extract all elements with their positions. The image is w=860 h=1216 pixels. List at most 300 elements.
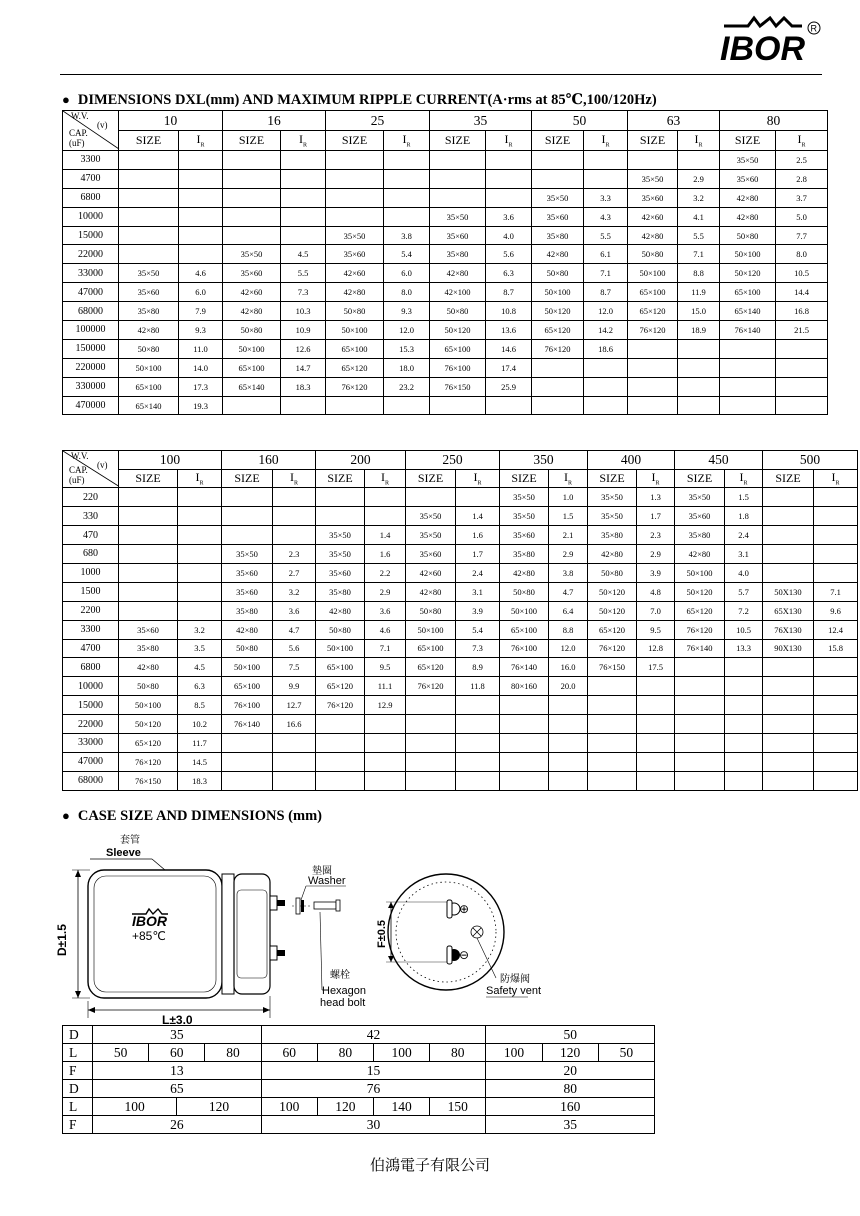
ripple-cell: 6.3: [178, 677, 222, 696]
size-cell: [326, 169, 384, 188]
body-logo: IBOR: [132, 913, 167, 929]
ripple-cell: [776, 377, 828, 396]
ripple-cell: 15.0: [678, 302, 720, 321]
ripple-cell: [725, 733, 763, 752]
ripple-cell: 8.7: [486, 283, 532, 302]
ir-symbol: I: [298, 132, 303, 147]
size-header: SIZE: [430, 131, 486, 151]
ripple-cell: 2.3: [637, 526, 675, 545]
dimension-label: L: [63, 1098, 93, 1116]
wv-label: W.V.: [71, 111, 89, 121]
size-cell: 35×80: [675, 526, 725, 545]
size-cell: [223, 396, 281, 415]
ripple-cell: 12.6: [281, 339, 326, 358]
ripple-cell: 8.7: [584, 283, 628, 302]
size-cell: 35×80: [222, 601, 273, 620]
ripple-cell: 1.6: [456, 526, 500, 545]
dimension-cell: 60: [261, 1044, 317, 1062]
size-cell: 42×80: [588, 545, 637, 564]
size-cell: [222, 526, 273, 545]
ripple-cell: 5.4: [456, 620, 500, 639]
ripple-cell: 18.9: [678, 321, 720, 340]
ripple-cell: [456, 488, 500, 507]
ripple-cell: [179, 207, 223, 226]
size-cell: 76×120: [532, 339, 584, 358]
ripple-cell: 8.8: [549, 620, 588, 639]
ripple-current-header: [725, 469, 763, 488]
size-cell: 76×100: [222, 696, 273, 715]
size-cell: 35×80: [119, 639, 178, 658]
dimension-label: D: [63, 1026, 93, 1044]
ripple-cell: [365, 715, 406, 734]
size-cell: 35×60: [222, 563, 273, 582]
capacitance-cell: 6800: [63, 658, 119, 677]
ripple-cell: 3.3: [584, 188, 628, 207]
size-cell: [763, 563, 814, 582]
size-cell: 50×120: [720, 264, 776, 283]
ripple-cell: 7.9: [179, 302, 223, 321]
ripple-cell: [456, 752, 500, 771]
size-cell: [500, 696, 549, 715]
size-cell: [222, 733, 273, 752]
size-cell: [223, 226, 281, 245]
dimension-cell: 76: [261, 1080, 486, 1098]
dimension-cell: 13: [93, 1062, 262, 1080]
size-cell: [119, 582, 178, 601]
size-cell: [406, 488, 456, 507]
ripple-cell: 10.2: [178, 715, 222, 734]
size-cell: 50×100: [119, 696, 178, 715]
ripple-cell: 1.0: [549, 488, 588, 507]
size-cell: 35×50: [119, 264, 179, 283]
pitch-row: [63, 1062, 655, 1080]
ripple-cell: 9.5: [637, 620, 675, 639]
v-unit-label: (v): [97, 120, 108, 130]
ripple-cell: 12.8: [637, 639, 675, 658]
uf-unit-label: (uF): [69, 475, 85, 486]
size-cell: 50X130: [763, 582, 814, 601]
size-cell: 42×80: [326, 283, 384, 302]
dimension-cell: 50: [486, 1026, 655, 1044]
ir-subscript: R: [406, 142, 411, 149]
bolt-part: [314, 902, 336, 909]
size-header: SIZE: [119, 469, 178, 488]
ir-symbol: I: [694, 132, 699, 147]
size-cell: [222, 507, 273, 526]
ir-subscript: R: [743, 480, 748, 487]
size-cell: 35×60: [430, 226, 486, 245]
size-cell: [500, 733, 549, 752]
ripple-cell: 7.1: [365, 639, 406, 658]
size-cell: [675, 733, 725, 752]
size-header: SIZE: [222, 469, 273, 488]
ripple-cell: 1.3: [637, 488, 675, 507]
size-cell: 76×120: [316, 696, 365, 715]
table-row: [63, 620, 858, 639]
svg-text:R: R: [810, 23, 817, 34]
ripple-cell: 2.9: [365, 582, 406, 601]
ripple-cell: 3.6: [365, 601, 406, 620]
size-cell: 35×60: [326, 245, 384, 264]
ripple-cell: 5.5: [678, 226, 720, 245]
ir-symbol: I: [651, 470, 656, 485]
ripple-cell: 7.3: [456, 639, 500, 658]
size-cell: 35×60: [720, 169, 776, 188]
dimension-cell: 120: [177, 1098, 261, 1116]
ripple-cell: 3.7: [776, 188, 828, 207]
ripple-cell: 21.5: [776, 321, 828, 340]
dimension-cell: 100: [93, 1098, 177, 1116]
size-cell: [588, 715, 637, 734]
size-cell: [223, 151, 281, 170]
size-cell: 50×80: [720, 226, 776, 245]
size-cell: 35×50: [588, 507, 637, 526]
ripple-cell: [273, 733, 316, 752]
ripple-cell: 11.1: [365, 677, 406, 696]
size-cell: [430, 188, 486, 207]
size-cell: [222, 488, 273, 507]
ripple-cell: [178, 545, 222, 564]
size-cell: 65×120: [675, 601, 725, 620]
size-cell: 35×80: [532, 226, 584, 245]
ripple-cell: 5.4: [384, 245, 430, 264]
ripple-cell: [725, 658, 763, 677]
size-cell: 50×100: [223, 339, 281, 358]
ripple-cell: 1.6: [365, 545, 406, 564]
size-cell: 42×60: [326, 264, 384, 283]
ripple-cell: [486, 151, 532, 170]
size-cell: 42×80: [675, 545, 725, 564]
ripple-cell: [384, 207, 430, 226]
ripple-cell: 17.4: [486, 358, 532, 377]
ripple-cell: [725, 752, 763, 771]
ripple-cell: 4.3: [584, 207, 628, 226]
size-cell: [763, 752, 814, 771]
ripple-cell: 4.8: [637, 582, 675, 601]
size-cell: 50×100: [406, 620, 456, 639]
ripple-cell: 3.1: [456, 582, 500, 601]
ripple-cell: 13.3: [725, 639, 763, 658]
ripple-cell: 2.4: [456, 563, 500, 582]
size-cell: 35×50: [406, 526, 456, 545]
size-cell: 65×120: [326, 358, 384, 377]
capacitance-cell: 470000: [63, 396, 119, 415]
diameter-row: [63, 1080, 655, 1098]
ripple-cell: 8.9: [456, 658, 500, 677]
size-cell: 65×120: [119, 733, 178, 752]
size-cell: 35×60: [500, 526, 549, 545]
size-cell: 50×100: [628, 264, 678, 283]
ripple-cell: [637, 677, 675, 696]
dimension-cell: 100: [261, 1098, 317, 1116]
ripple-cell: 15.8: [814, 639, 858, 658]
size-cell: [628, 151, 678, 170]
ripple-current-header: [637, 469, 675, 488]
ripple-cell: 17.5: [637, 658, 675, 677]
ripple-cell: 4.6: [365, 620, 406, 639]
ir-subscript: R: [605, 142, 610, 149]
bolt-label-line1: Hexagon: [322, 985, 367, 997]
size-cell: 35×60: [223, 264, 281, 283]
ripple-cell: 23.2: [384, 377, 430, 396]
size-cell: 50×80: [223, 321, 281, 340]
dimension-label: F: [63, 1062, 93, 1080]
capacitance-cell: 15000: [63, 226, 119, 245]
table-row: [63, 302, 828, 321]
ripple-cell: 25.9: [486, 377, 532, 396]
ripple-cell: 18.3: [178, 771, 222, 790]
ripple-cell: [179, 169, 223, 188]
table-row: [63, 264, 828, 283]
dimension-cell: 35: [486, 1116, 655, 1134]
ripple-cell: [549, 752, 588, 771]
size-cell: 50×100: [326, 321, 384, 340]
size-cell: 42×80: [222, 620, 273, 639]
ripple-cell: 16.6: [273, 715, 316, 734]
capacitance-cell: 22000: [63, 715, 119, 734]
ripple-cell: 18.0: [384, 358, 430, 377]
ir-subscript: R: [302, 142, 307, 149]
dimension-cell: 80: [205, 1044, 261, 1062]
size-cell: 42×80: [500, 563, 549, 582]
ripple-cell: 9.3: [179, 321, 223, 340]
ripple-cell: 2.3: [273, 545, 316, 564]
size-cell: [763, 507, 814, 526]
washer-part: [296, 898, 300, 914]
size-cell: [316, 771, 365, 790]
capacitance-cell: 10000: [63, 677, 119, 696]
ripple-cell: 12.7: [273, 696, 316, 715]
size-cell: 65×100: [326, 339, 384, 358]
voltage-header: 250: [406, 451, 500, 470]
size-cell: 76×140: [500, 658, 549, 677]
ripple-current-header: [584, 131, 628, 151]
capacitance-cell: 6800: [63, 188, 119, 207]
size-cell: 42×80: [119, 658, 178, 677]
ripple-cell: 1.7: [637, 507, 675, 526]
dimension-cell: 30: [261, 1116, 486, 1134]
ripple-cell: [814, 563, 858, 582]
capacitance-cell: 1000: [63, 563, 119, 582]
ir-symbol: I: [196, 132, 201, 147]
voltage-header: 50: [532, 111, 628, 131]
size-cell: [119, 488, 178, 507]
ripple-cell: [273, 488, 316, 507]
size-cell: 76×120: [675, 620, 725, 639]
size-cell: 35×60: [222, 582, 273, 601]
ripple-cell: 11.8: [456, 677, 500, 696]
ripple-cell: 3.8: [549, 563, 588, 582]
ripple-cell: [584, 169, 628, 188]
size-cell: 50×80: [119, 677, 178, 696]
voltage-header: 200: [316, 451, 406, 470]
size-cell: 42×80: [720, 207, 776, 226]
voltage-header: 35: [430, 111, 532, 131]
ripple-current-header: [384, 131, 430, 151]
ripple-cell: 6.4: [549, 601, 588, 620]
ripple-cell: [365, 488, 406, 507]
size-cell: 35×80: [316, 582, 365, 601]
ir-subscript: R: [384, 480, 389, 487]
table-row: [63, 169, 828, 188]
size-cell: [763, 715, 814, 734]
size-cell: 50×80: [532, 264, 584, 283]
ripple-cell: 1.4: [365, 526, 406, 545]
size-cell: [326, 396, 384, 415]
size-cell: [720, 339, 776, 358]
ripple-cell: [637, 771, 675, 790]
size-cell: 65X130: [763, 601, 814, 620]
ripple-current-header: [776, 131, 828, 151]
ripple-cell: [281, 396, 326, 415]
size-cell: 50×120: [675, 582, 725, 601]
table-row: [63, 639, 858, 658]
ripple-cell: [178, 488, 222, 507]
ir-subscript: R: [698, 142, 703, 149]
ripple-cell: 20.0: [549, 677, 588, 696]
washer-cn-label: 墊圈: [312, 866, 332, 877]
ripple-cell: 13.6: [486, 321, 532, 340]
voltage-header: 160: [222, 451, 316, 470]
ripple-cell: [281, 207, 326, 226]
ir-symbol: I: [380, 470, 385, 485]
table-row: [63, 377, 828, 396]
section-dimensions-heading: ● DIMENSIONS DXL(mm) AND MAXIMUM RIPPLE CURRENT(A·rms at 85℃,100/120Hz): [62, 92, 657, 108]
size-cell: 35×60: [406, 545, 456, 564]
size-cell: [588, 771, 637, 790]
size-cell: 50×80: [588, 563, 637, 582]
size-cell: 35×50: [588, 488, 637, 507]
size-cell: 65×140: [223, 377, 281, 396]
ripple-cell: 6.0: [384, 264, 430, 283]
ripple-cell: 2.5: [776, 151, 828, 170]
size-cell: 65×100: [223, 358, 281, 377]
ripple-cell: 14.2: [584, 321, 628, 340]
size-cell: [223, 169, 281, 188]
ripple-cell: 7.5: [273, 658, 316, 677]
ripple-cell: 9.3: [384, 302, 430, 321]
positive-terminal-icon: ⊕: [459, 902, 470, 916]
ir-subscript: R: [293, 480, 298, 487]
table-row: [63, 207, 828, 226]
size-cell: 42×80: [223, 302, 281, 321]
ripple-cell: 10.5: [776, 264, 828, 283]
negative-terminal-icon: ⊖: [459, 948, 470, 962]
ir-subscript: R: [508, 142, 513, 149]
capacitance-cell: 4700: [63, 169, 119, 188]
ripple-cell: 4.0: [486, 226, 532, 245]
ripple-cell: [814, 507, 858, 526]
size-cell: 35×50: [222, 545, 273, 564]
ir-subscript: R: [835, 480, 840, 487]
size-cell: 76×150: [119, 771, 178, 790]
size-cell: 42×80: [532, 245, 584, 264]
ripple-cell: [814, 545, 858, 564]
ripple-cell: [384, 151, 430, 170]
ripple-cell: 7.3: [281, 283, 326, 302]
size-cell: 65×140: [720, 302, 776, 321]
size-cell: [500, 715, 549, 734]
ripple-cell: [814, 488, 858, 507]
ripple-cell: [725, 677, 763, 696]
ripple-cell: 2.8: [776, 169, 828, 188]
dimension-cell: 100: [374, 1044, 430, 1062]
ripple-cell: 11.9: [678, 283, 720, 302]
dimension-cell: 35: [93, 1026, 262, 1044]
ripple-cell: 3.8: [384, 226, 430, 245]
size-header: SIZE: [628, 131, 678, 151]
size-cell: 76×150: [430, 377, 486, 396]
capacitance-cell: 330000: [63, 377, 119, 396]
cap-label: CAP.: [69, 465, 88, 476]
size-cell: [532, 396, 584, 415]
size-cell: 35×60: [316, 563, 365, 582]
size-cell: 35×60: [119, 283, 179, 302]
ir-symbol: I: [195, 470, 200, 485]
size-cell: 50×100: [222, 658, 273, 677]
capacitance-cell: 220000: [63, 358, 119, 377]
table-row: [63, 601, 858, 620]
size-header: SIZE: [500, 469, 549, 488]
voltage-header: 80: [720, 111, 828, 131]
ripple-cell: 10.9: [281, 321, 326, 340]
capacitance-cell: 47000: [63, 283, 119, 302]
size-cell: [675, 677, 725, 696]
ir-symbol: I: [831, 470, 836, 485]
ir-symbol: I: [797, 132, 802, 147]
ripple-current-header: [814, 469, 858, 488]
dimension-cell: 60: [149, 1044, 205, 1062]
size-header: SIZE: [119, 131, 179, 151]
size-cell: 35×50: [316, 526, 365, 545]
bolt-cn-label: 螺栓: [330, 970, 350, 981]
ripple-cell: 18.3: [281, 377, 326, 396]
size-cell: 50×120: [532, 302, 584, 321]
capacitance-cell: 3300: [63, 151, 119, 170]
size-cell: 65×120: [316, 677, 365, 696]
dimension-cell: 42: [261, 1026, 486, 1044]
size-cell: [763, 677, 814, 696]
size-cell: 42×60: [628, 207, 678, 226]
cap-label: CAP.: [69, 128, 88, 138]
ripple-cell: [776, 358, 828, 377]
size-cell: 35×50: [316, 545, 365, 564]
size-cell: 35×60: [532, 207, 584, 226]
size-cell: 35×80: [119, 302, 179, 321]
ripple-cell: [584, 377, 628, 396]
bullet-icon: ●: [62, 808, 70, 823]
section-case-heading: ● CASE SIZE AND DIMENSIONS (mm): [62, 808, 322, 824]
ripple-cell: 3.9: [456, 601, 500, 620]
bullet-icon: ●: [62, 92, 70, 107]
dimension-cell: 100: [486, 1044, 542, 1062]
size-cell: [763, 771, 814, 790]
ripple-cell: 5.5: [584, 226, 628, 245]
capacitance-cell: 2200: [63, 601, 119, 620]
table-row: [63, 658, 858, 677]
ripple-cell: [776, 339, 828, 358]
size-cell: [532, 358, 584, 377]
dimension-cell: 50: [598, 1044, 654, 1062]
ripple-cell: [814, 771, 858, 790]
ripple-cell: 3.6: [273, 601, 316, 620]
ripple-cell: [549, 733, 588, 752]
case-dimensions-table: [62, 1025, 655, 1134]
size-cell: 76×100: [500, 639, 549, 658]
size-cell: 50×120: [588, 601, 637, 620]
table-row: [63, 507, 858, 526]
ripple-cell: 2.7: [273, 563, 316, 582]
